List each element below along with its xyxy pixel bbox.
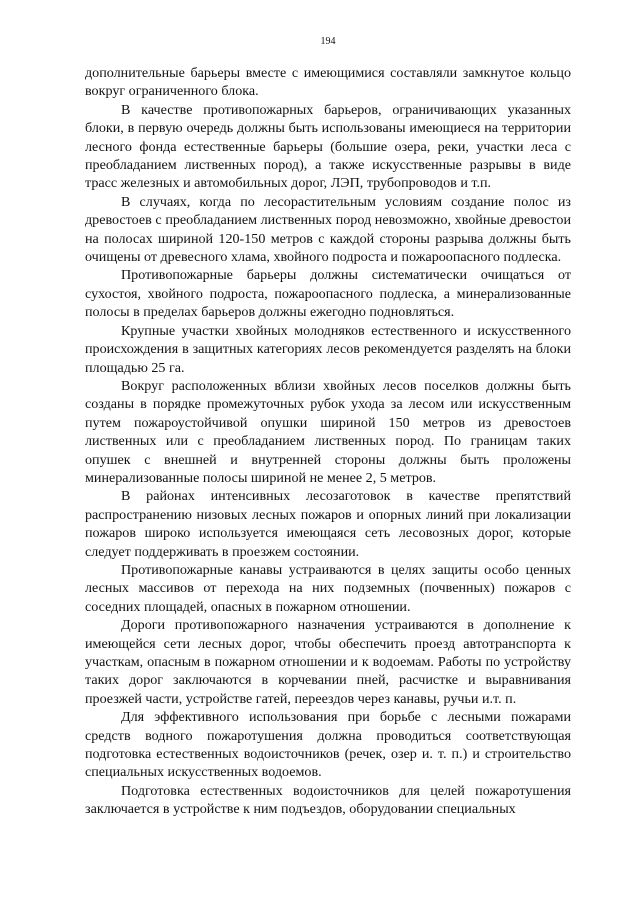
paragraph-logging-roads: В районах интенсивных лесозаготовок в качестве препятствий распространению низовых лесных пожаров и опорных линий при локализации пожаров широко используется имеющаяся сеть лесовозных дорог, которые следует поддерживать в проезжем состоянии. [85,488,571,560]
paragraph-settlement-edges: Вокруг расположенных вблизи хвойных лесов поселков должны быть созданы в порядке промежуточных рубок ухода за лесом или искусственным путем пожароустойчивой опушки шириной 150 метров из древостоев лиственных или с преобладанием лиственных пород. По границам таких опушек с внешней и внутренней стороны должны быть проложены минерализованные полосы шириной не менее 2, 5 метров. [85,377,571,486]
paragraph-continuation: дополнительные барьеры вместе с имеющимися составляли замкнутое кольцо вокруг ограниченного блока. [85,65,571,100]
paragraph-young-stands: Крупные участки хвойных молодняков естественного и искусственного происхождения в защитных категориях лесов рекомендуется разделять на блоки площадью 25 га. [85,322,571,376]
document-page [85,36,571,819]
page-number: 194 [320,36,336,47]
paragraph-water-sources: Для эффективного использования при борьбе с лесными пожарами средств водного пожаротушения должна проводиться соответствующая подготовка естественных водоисточников (речек, озер и. т. п.) и строительство специальных искусственных водоемов. [85,709,571,781]
paragraph-fire-roads: Дороги противопожарного назначения устраиваются в дополнение к имеющейся сети лесных дорог, чтобы обеспечить проезд автотранспорта к участкам, опасным в пожарном отношении и к водоемам. Работы по устройству таких дорог заключаются в корчевании пней, расчистке и выравнивания проезжей части, устройстве гатей, переездов через канавы, ручьи и.т. п. [85,617,571,707]
paragraph-coniferous-strips: В случаях, когда по лесорастительным условиям создание полос из древостоев с преобладанием лиственных пород невозможно, хвойные древостои на полосах шириной 120-150 метров с каждой стороны разрыва должны быть очищены от древесного хлама, хвойного подроста и пожароопасного подлеска. [85,193,571,266]
paragraph-fire-ditches: Противопожарные канавы устраиваются в целях защиты особо ценных лесных массивов от перехода на них подземных (почвенных) пожаров с соседних площадей, опасных в пожарном отношении. [85,561,571,615]
paragraph-water-preparation: Подготовка естественных водоисточников для целей пожаротушения заключается в устройстве к ним подъездов, оборудовании специальных [85,782,571,818]
paragraph-fire-barriers: В качестве противопожарных барьеров, ограничивающих указанных блоки, в первую очередь должны быть использованы имеющиеся на территории лесного фонда естественные барьеры (большие озера, реки, участки леса с преобладанием лиственных пород), а также искусственные разрывы в виде трасс железных и автомобильных дорог, ЛЭП, трубопроводов и т.п. [85,101,571,192]
paragraph-barrier-cleaning: Противопожарные барьеры должны систематически очищаться от сухостоя, хвойного подроста, пожароопасного подлеска, а минерализованные полосы в пределах барьеров должны ежегодно подновляться. [85,267,571,321]
